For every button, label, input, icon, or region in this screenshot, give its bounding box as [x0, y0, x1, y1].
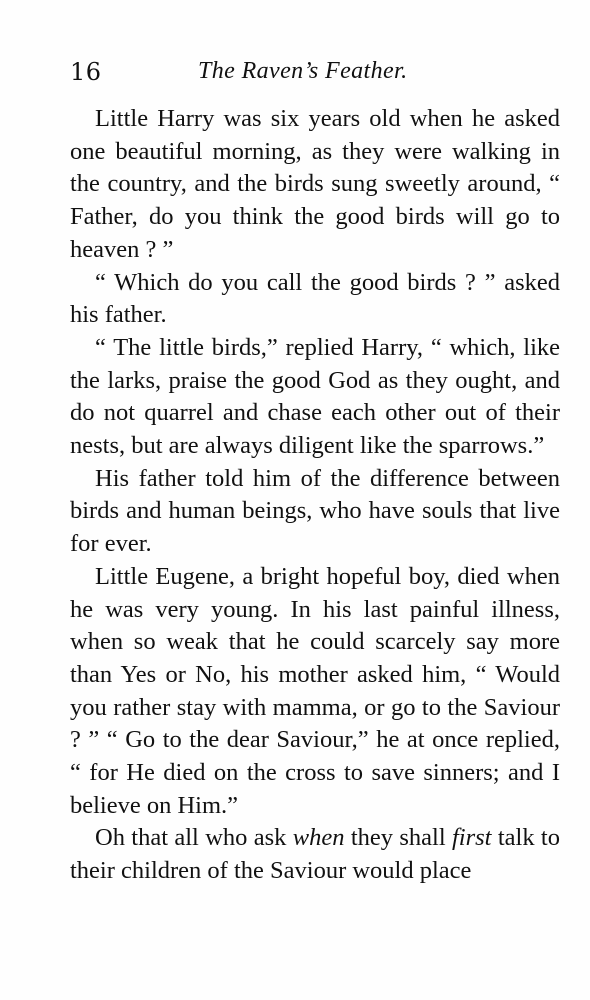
text-run: talk to their children of the Saviour would place [70, 824, 560, 885]
italic-word: first [451, 824, 492, 852]
paragraph: “ The little birds,” replied Harry, “ which, like the larks, praise the good God as they ought, and do not quarrel and chase each other out of their nests, but are always diligent like the sparrows.” [70, 333, 560, 460]
text-run: they shall [344, 824, 452, 852]
paragraph: “ Which do you call the good birds ? ” asked his father. [70, 268, 560, 329]
text-run: Oh that all who ask [95, 824, 293, 852]
page-header [70, 58, 560, 98]
body-text [70, 103, 560, 888]
paragraph: Little Harry was six years old when he asked one beautiful morning, as they were walking in the country, and the birds sung sweetly around, “ Father, do you think the good birds will go to heaven ? ” [70, 105, 560, 263]
paragraph [70, 822, 560, 887]
italic-word: when [292, 824, 345, 852]
page-number: 16 [70, 58, 102, 86]
paragraph: Little Eugene, a bright hopeful boy, died when he was very young. In his last painful illness, when so weak that he could scarcely say more than Yes or No, his mother asked him, “ Would you rather stay with mamma, or go to the Saviour ? ” “ Go to the dear Saviour,” he at once replied, “ for He died on the cross to save sinners; and I believe on Him.” [70, 562, 560, 819]
paragraph: His father told him of the difference between birds and human beings, who have souls that live for ever. [70, 464, 560, 558]
running-title: The Raven’s Feather. [198, 58, 408, 84]
